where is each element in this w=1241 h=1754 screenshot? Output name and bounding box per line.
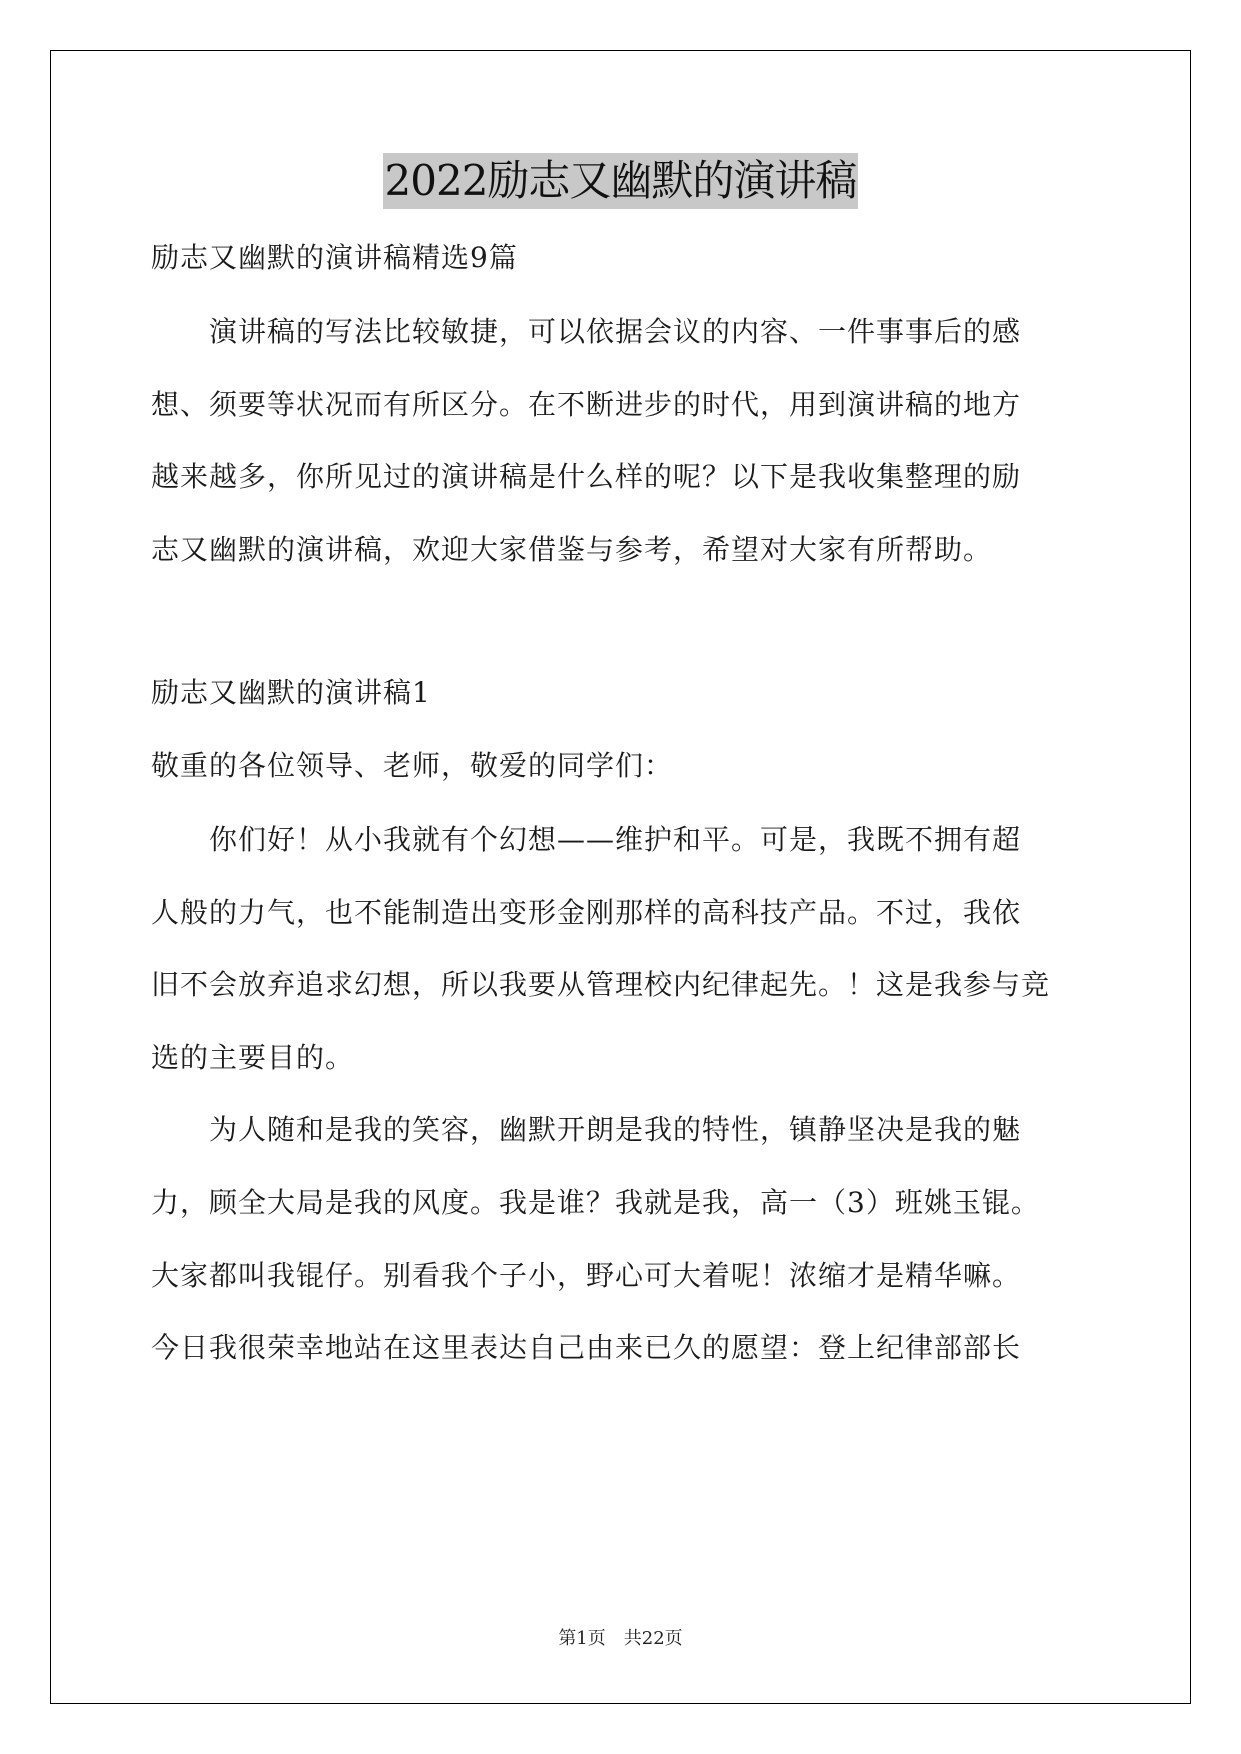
page-border <box>50 50 1191 1704</box>
document-title: 2022励志又幽默的演讲稿 <box>383 153 859 209</box>
paragraph-line: 大家都叫我锟仔。别看我个子小，野心可大着呢！浓缩才是精华嘛。 <box>151 1259 1022 1292</box>
subtitle-line: 励志又幽默的演讲稿精选9篇 <box>151 241 518 274</box>
paragraph-line: 越来越多，你所见过的演讲稿是什么样的呢？以下是我收集整理的励 <box>151 460 1022 493</box>
paragraph-line: 选的主要目的。 <box>151 1041 355 1074</box>
paragraph-line: 你们好！从小我就有个幻想——维护和平。可是，我既不拥有超 <box>151 823 1022 856</box>
paragraph-line: 今日我很荣幸地站在这里表达自己由来已久的愿望：登上纪律部部长 <box>151 1331 1022 1364</box>
paragraph-line: 演讲稿的写法比较敏捷，可以依据会议的内容、一件事事后的感 <box>151 315 1022 348</box>
title-container <box>0 153 1241 209</box>
paragraph-line: 旧不会放弃追求幻想，所以我要从管理校内纪律起先。！这是我参与竞 <box>151 968 1051 1001</box>
paragraph-line: 力，顾全大局是我的风度。我是谁？我就是我，高一（3）班姚玉锟。 <box>151 1186 1040 1219</box>
salutation-line: 敬重的各位领导、老师，敬爱的同学们： <box>151 749 674 782</box>
page-footer: 第1页 共22页 <box>558 1628 683 1649</box>
section-heading: 励志又幽默的演讲稿1 <box>151 676 431 709</box>
paragraph-line: 人般的力气，也不能制造出变形金刚那样的高科技产品。不过，我依 <box>151 896 1022 929</box>
paragraph-line: 为人随和是我的笑容，幽默开朗是我的特性，镇静坚决是我的魅 <box>151 1113 1022 1146</box>
paragraph-line: 想、须要等状况而有所区分。在不断进步的时代，用到演讲稿的地方 <box>151 388 1022 421</box>
paragraph-line: 志又幽默的演讲稿，欢迎大家借鉴与参考，希望对大家有所帮助。 <box>151 533 993 566</box>
